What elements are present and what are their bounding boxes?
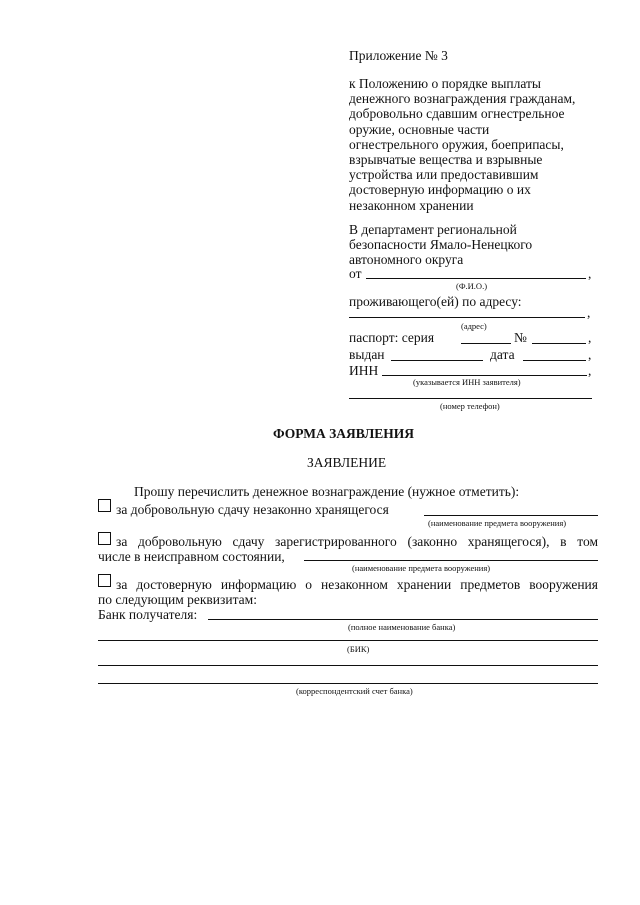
residing-label: проживающего(ей) по адресу:	[349, 294, 522, 309]
address-line[interactable]	[349, 317, 585, 318]
appendix-line: денежного вознаграждения гражданам,	[349, 91, 576, 107]
phone-caption: (номер телефон)	[440, 401, 500, 411]
fio-line[interactable]	[366, 278, 586, 279]
comma: ,	[587, 305, 591, 320]
account-line-1[interactable]	[98, 665, 598, 666]
comma: ,	[588, 363, 592, 378]
fio-caption: (Ф.И.О.)	[456, 281, 488, 291]
bank-caption: (полное наименование банка)	[348, 622, 456, 632]
comma: ,	[588, 347, 592, 362]
option1-caption: (наименование предмета вооружения)	[428, 518, 567, 528]
option2-checkbox[interactable]	[98, 532, 111, 545]
issued-line[interactable]	[391, 360, 483, 361]
from-label: от	[349, 266, 362, 281]
option3-checkbox[interactable]	[98, 574, 111, 587]
addressee-line: безопасности Ямало-Ненецкого	[349, 237, 533, 252]
inn-caption: (указывается ИНН заявителя)	[413, 377, 521, 387]
bik-line[interactable]	[98, 640, 598, 641]
appendix-line: к Положению о порядке выплаты	[349, 76, 541, 91]
passport-number-label: №	[514, 330, 527, 345]
addressee-line: автономного округа	[349, 252, 464, 267]
appendix-line: устройства или предоставившим	[349, 167, 539, 183]
appendix-line: оружие, основные части	[349, 121, 490, 137]
intro-text: Прошу перечислить денежное вознаграждение (нужное отметить):	[134, 484, 520, 499]
appendix-line: незаконном хранении	[349, 197, 474, 213]
option3-text-line1: за достоверную информацию о незаконном хранении предметов вооружения	[116, 577, 598, 592]
appendix-line: добровольно сдавшим огнестрельное	[349, 106, 565, 122]
addressee-line: В департамент региональной	[349, 222, 517, 237]
option3-text-line2: по следующим реквизитам:	[98, 592, 257, 607]
appendix-title: Приложение № 3	[349, 48, 448, 63]
passport-series-line[interactable]	[461, 343, 511, 344]
comma: ,	[588, 266, 592, 281]
issued-label: выдан	[349, 347, 385, 362]
statement-title: ЗАЯВЛЕНИЕ	[307, 455, 387, 470]
account-line-2[interactable]	[98, 683, 598, 684]
inn-line[interactable]	[382, 375, 587, 376]
account-caption: (корреспондентский счет банка)	[296, 686, 413, 696]
form-title: ФОРМА ЗАЯВЛЕНИЯ	[273, 426, 415, 441]
bank-name-line[interactable]	[208, 619, 598, 620]
phone-line[interactable]	[349, 398, 592, 399]
appendix-line: взрывчатые вещества и взрывные	[349, 152, 543, 167]
option2-weapon-line[interactable]	[304, 560, 598, 561]
option2-text-line1: за добровольную сдачу зарегистрированного (законно хранящегося), в том	[116, 534, 598, 549]
option2-text-line2: числе в неисправном состоянии,	[98, 549, 285, 564]
option1-checkbox[interactable]	[98, 499, 111, 512]
passport-series-label: паспорт: серия	[349, 330, 435, 345]
bik-caption: (БИК)	[347, 644, 370, 654]
appendix-line: достоверную информацию о их	[349, 182, 531, 198]
option1-weapon-line[interactable]	[424, 515, 598, 516]
comma: ,	[588, 330, 592, 345]
bank-label: Банк получателя:	[98, 607, 198, 622]
passport-number-line[interactable]	[532, 343, 586, 344]
appendix-line: огнестрельного оружия, боеприпасы,	[349, 136, 564, 152]
option1-text: за добровольную сдачу незаконно хранящегося	[116, 502, 389, 517]
option2-caption: (наименование предмета вооружения)	[352, 563, 491, 573]
date-label: дата	[490, 347, 515, 362]
inn-label: ИНН	[349, 363, 379, 378]
address-caption: (адрес)	[461, 321, 487, 331]
date-line[interactable]	[523, 360, 586, 361]
